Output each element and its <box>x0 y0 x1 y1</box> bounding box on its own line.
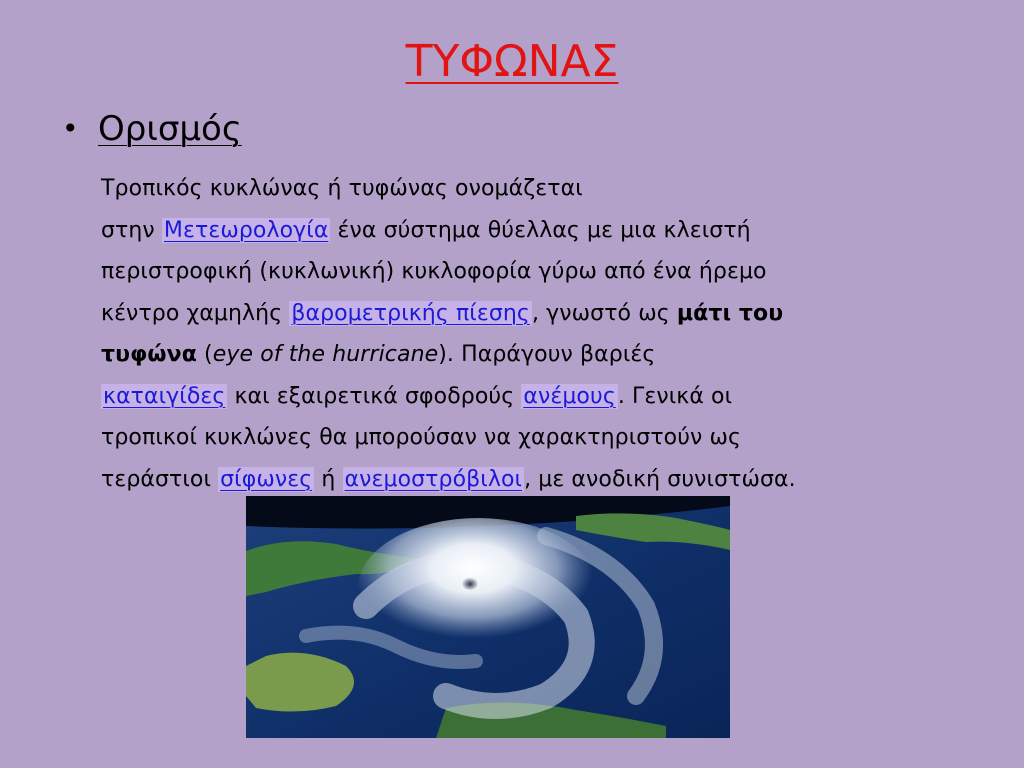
text-segment: τροπικοί κυκλώνες θα μπορούσαν να χαρακτηριστούν ως <box>101 425 742 450</box>
slide-title-text: ΤΥΦΩΝΑΣ <box>405 36 619 87</box>
text-line <box>101 251 981 293</box>
slide-title <box>0 32 1024 92</box>
text-line <box>101 459 981 501</box>
bullet-icon: • <box>62 112 79 145</box>
text-segment: . Γενικά οι <box>617 383 733 409</box>
definition-paragraph <box>101 168 981 500</box>
text-line <box>101 293 981 335</box>
link-tornadoes[interactable]: ανεμοστρόβιλοι <box>344 466 523 492</box>
text-segment: , γνωστό ως <box>531 300 677 326</box>
text-segment: Τροπικός κυκλώνας ή τυφώνας ονομάζεται <box>101 176 583 201</box>
text-line <box>101 417 981 459</box>
bullet-heading <box>62 106 242 152</box>
hurricane-illustration <box>246 496 730 738</box>
bullet-label: Ορισμός <box>98 109 242 149</box>
link-siphons[interactable]: σίφωνες <box>220 466 313 492</box>
text-segment: περιστροφική (κυκλωνική) κυκλοφορία γύρω από ένα ήρεμο <box>101 259 767 284</box>
text-line <box>101 210 981 252</box>
text-segment: στην <box>101 217 162 243</box>
text-line <box>101 168 981 210</box>
bold-term: μάτι του <box>676 300 784 326</box>
bold-term: τυφώνα <box>101 342 197 367</box>
text-segment: ( <box>196 342 213 367</box>
text-line <box>101 334 981 376</box>
text-segment: τεράστιοι <box>101 466 219 492</box>
link-storms[interactable]: καταιγίδες <box>103 383 226 409</box>
text-segment: και εξαιρετικά σφοδρούς <box>227 383 522 409</box>
text-segment: ή <box>314 466 343 492</box>
link-barometric-pressure[interactable]: βαρομετρικής πίεσης <box>291 300 530 326</box>
link-meteorology[interactable]: Μετεωρολογία <box>163 217 329 243</box>
text-segment: ένα σύστημα θύελλας με μια κλειστή <box>330 217 751 243</box>
italic-term: eye of the hurricane <box>212 342 439 367</box>
text-segment: ). Παράγουν βαριές <box>438 342 656 367</box>
text-line <box>101 376 981 418</box>
text-segment: , με ανοδική συνιστώσα. <box>524 466 796 492</box>
link-winds[interactable]: ανέμους <box>523 383 616 409</box>
hurricane-satellite-image <box>246 496 730 738</box>
text-segment: κέντρο χαμηλής <box>101 300 290 326</box>
